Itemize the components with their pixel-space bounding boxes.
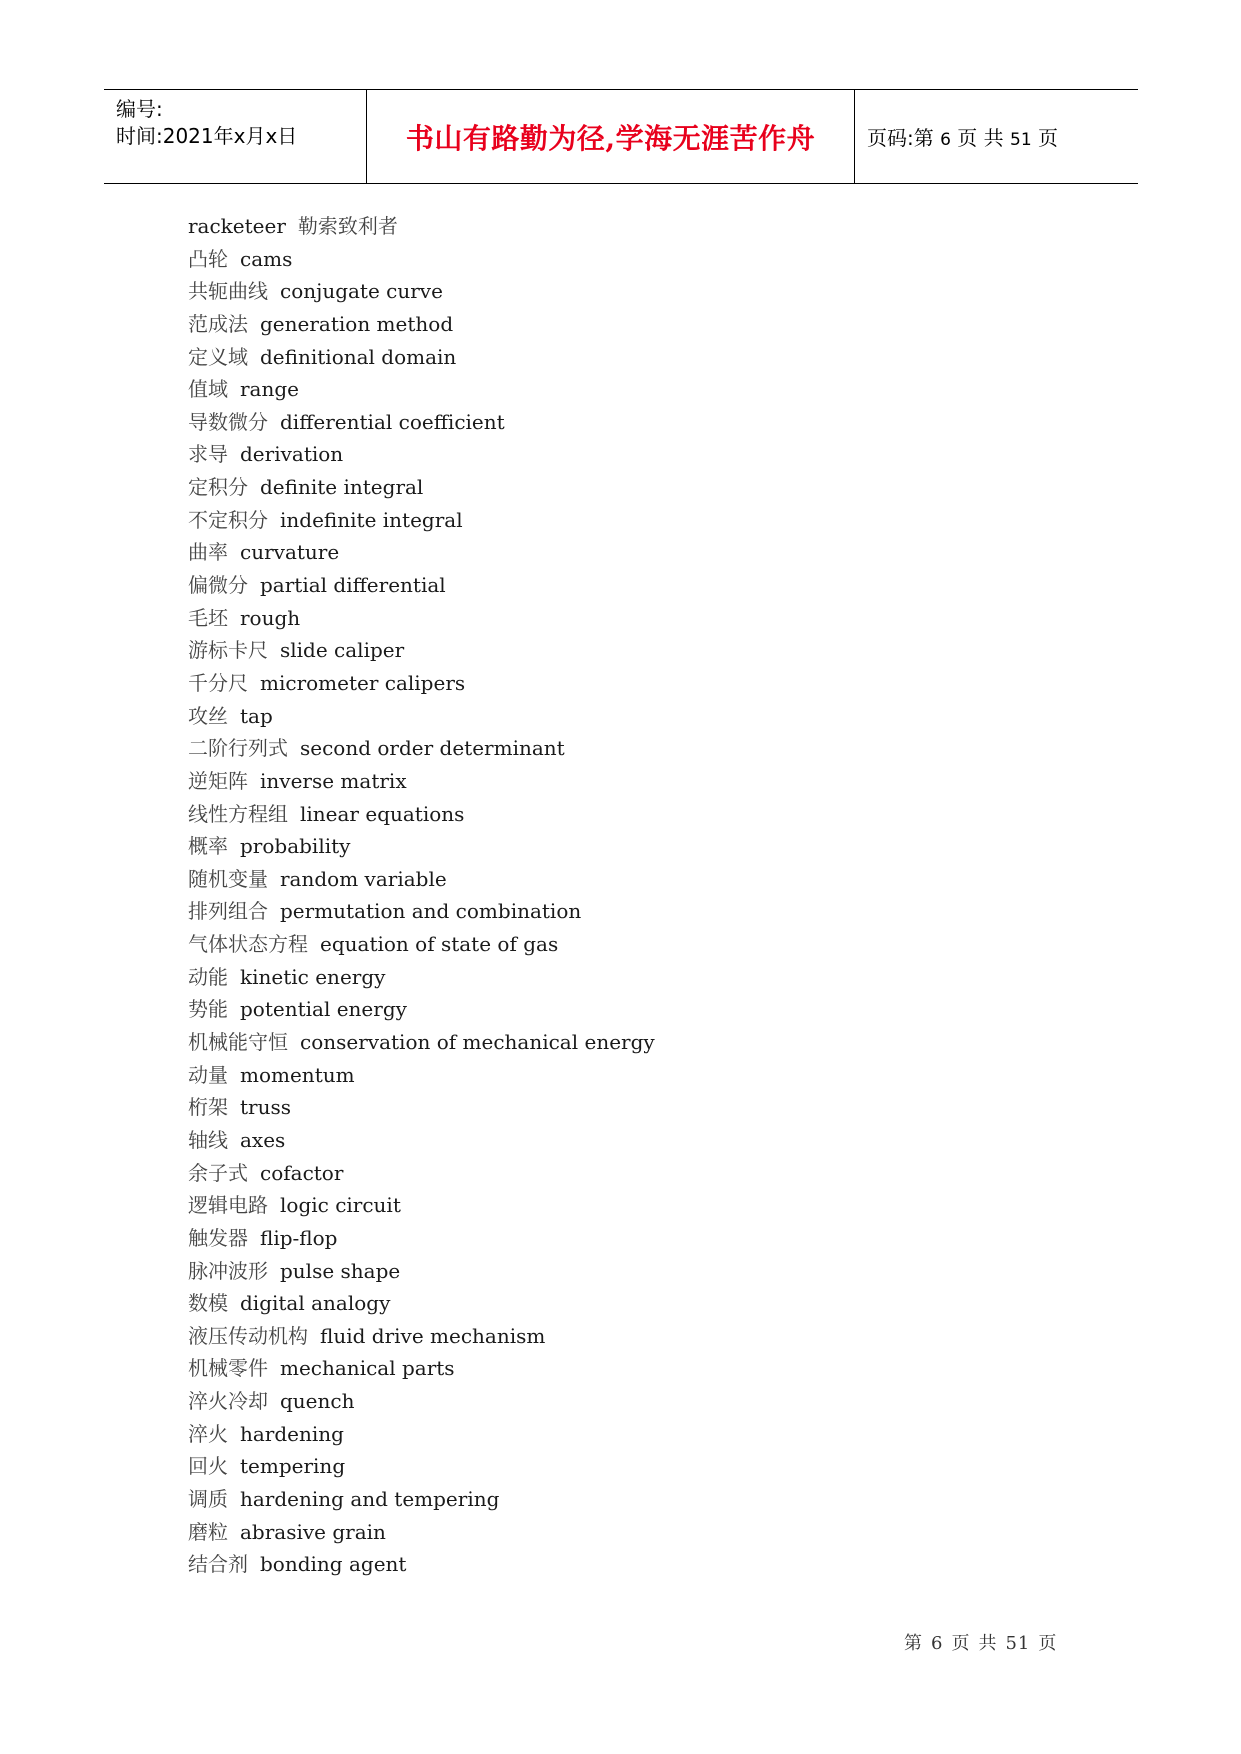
entry-chinese: 随机变量	[188, 866, 268, 891]
entry-chinese: 偏微分	[188, 573, 248, 598]
entry-chinese: 触发器	[188, 1225, 248, 1250]
glossary-list	[188, 210, 655, 1581]
entry-chinese: 机械能守恒	[188, 1030, 288, 1055]
glossary-entry	[188, 438, 655, 471]
glossary-entry	[188, 504, 655, 537]
entry-chinese: 动量	[188, 1062, 228, 1087]
glossary-entry	[188, 1157, 655, 1190]
entry-english: tempering	[240, 1454, 346, 1479]
glossary-entry	[188, 700, 655, 733]
document-number-label: 编号:	[116, 97, 163, 121]
page-prefix: 页码:第	[867, 126, 934, 150]
glossary-entry	[188, 634, 655, 667]
entry-english: potential energy	[240, 997, 407, 1022]
entry-english: cofactor	[260, 1160, 344, 1185]
entry-chinese: 脉冲波形	[188, 1258, 268, 1283]
entry-chinese: 攻丝	[188, 703, 228, 728]
glossary-entry	[188, 732, 655, 765]
glossary-entry	[188, 895, 655, 928]
entry-english: permutation and combination	[280, 899, 582, 924]
entry-chinese: 逆矩阵	[188, 768, 248, 793]
footer-total: 51	[1005, 1633, 1031, 1654]
entry-english: curvature	[240, 540, 340, 565]
entry-chinese: 数模	[188, 1291, 228, 1316]
document-header	[104, 89, 1138, 184]
entry-chinese: 曲率	[188, 540, 228, 565]
glossary-entry	[188, 1483, 655, 1516]
entry-chinese: 磨粒	[188, 1519, 228, 1544]
entry-english: racketeer	[188, 214, 286, 238]
glossary-entry	[188, 798, 655, 831]
entry-english: fluid drive mechanism	[320, 1323, 546, 1348]
entry-chinese: 不定积分	[188, 507, 268, 532]
glossary-entry	[188, 961, 655, 994]
entry-chinese: 值域	[188, 377, 228, 402]
entry-chinese: 气体状态方程	[188, 932, 308, 957]
entry-english: tap	[240, 703, 273, 728]
entry-chinese: 势能	[188, 997, 228, 1022]
page-current: 6	[940, 130, 951, 150]
entry-english: definitional domain	[260, 344, 457, 369]
entry-english: rough	[240, 605, 301, 630]
entry-english: micrometer calipers	[260, 670, 466, 695]
glossary-entry	[188, 863, 655, 896]
header-info-cell	[104, 90, 367, 183]
entry-chinese: 概率	[188, 834, 228, 859]
entry-chinese: 共轭曲线	[188, 279, 268, 304]
glossary-entry	[188, 471, 655, 504]
glossary-entry	[188, 928, 655, 961]
glossary-entry	[188, 830, 655, 863]
header-page-cell	[855, 90, 1138, 183]
entry-chinese: 结合剂	[188, 1552, 248, 1577]
entry-chinese: 导数微分	[188, 409, 268, 434]
entry-chinese: 定积分	[188, 475, 248, 500]
entry-chinese: 液压传动机构	[188, 1323, 308, 1348]
glossary-entry	[188, 765, 655, 798]
entry-english: probability	[240, 834, 351, 859]
entry-chinese: 排列组合	[188, 899, 268, 924]
entry-english: second order determinant	[300, 736, 565, 761]
entry-chinese: 淬火冷却	[188, 1389, 268, 1414]
entry-chinese: 定义域	[188, 344, 248, 369]
entry-english: random variable	[280, 866, 447, 891]
motto-text: 书山有路勤为径,学海无涯苦作舟	[405, 121, 816, 155]
entry-english: conjugate curve	[280, 279, 443, 304]
glossary-entry	[188, 1287, 655, 1320]
glossary-entry	[188, 210, 655, 243]
entry-english: logic circuit	[280, 1193, 401, 1218]
entry-english: differential coefficient	[280, 409, 505, 434]
page-suffix: 页	[1038, 126, 1059, 150]
entry-english: flip-flop	[260, 1225, 338, 1250]
page-mid: 页 共	[957, 126, 1004, 150]
entry-english: mechanical parts	[280, 1356, 455, 1381]
glossary-entry	[188, 1516, 655, 1549]
entry-chinese: 余子式	[188, 1160, 248, 1185]
glossary-entry	[188, 1124, 655, 1157]
entry-english: slide caliper	[280, 638, 405, 663]
glossary-entry	[188, 1450, 655, 1483]
entry-chinese: 勒索致利者	[297, 214, 398, 238]
entry-chinese: 二阶行列式	[188, 736, 288, 761]
glossary-entry	[188, 1026, 655, 1059]
entry-english: derivation	[240, 442, 344, 467]
entry-english: abrasive grain	[240, 1519, 386, 1544]
glossary-entry	[188, 1418, 655, 1451]
entry-english: hardening and tempering	[240, 1486, 500, 1511]
glossary-entry	[188, 406, 655, 439]
glossary-entry	[188, 1091, 655, 1124]
page-footer	[900, 1629, 1061, 1655]
footer-mid2: 共	[978, 1633, 998, 1654]
glossary-entry	[188, 1352, 655, 1385]
glossary-entry	[188, 1320, 655, 1353]
glossary-entry	[188, 536, 655, 569]
entry-english: linear equations	[300, 801, 465, 826]
entry-english: pulse shape	[280, 1258, 401, 1283]
entry-chinese: 千分尺	[188, 670, 248, 695]
glossary-entry	[188, 1059, 655, 1092]
entry-english: digital analogy	[240, 1291, 391, 1316]
header-motto-cell	[367, 90, 855, 183]
entry-chinese: 淬火	[188, 1421, 228, 1446]
glossary-entry	[188, 1385, 655, 1418]
glossary-entry	[188, 602, 655, 635]
entry-chinese: 调质	[188, 1486, 228, 1511]
entry-chinese: 范成法	[188, 311, 248, 336]
glossary-entry	[188, 373, 655, 406]
entry-chinese: 线性方程组	[188, 801, 288, 826]
entry-chinese: 回火	[188, 1454, 228, 1479]
glossary-entry	[188, 1255, 655, 1288]
document-time-label: 时间:2021年x月x日	[116, 124, 298, 148]
entry-chinese: 求导	[188, 442, 228, 467]
glossary-entry	[188, 1222, 655, 1255]
glossary-entry	[188, 1548, 655, 1581]
entry-english: kinetic energy	[240, 964, 386, 989]
entry-chinese: 轴线	[188, 1127, 228, 1152]
entry-english: generation method	[260, 311, 454, 336]
glossary-entry	[188, 308, 655, 341]
entry-chinese: 机械零件	[188, 1356, 268, 1381]
glossary-entry	[188, 243, 655, 276]
footer-prefix: 第	[904, 1633, 923, 1654]
entry-english: indefinite integral	[280, 507, 463, 532]
entry-chinese: 逻辑电路	[188, 1193, 268, 1218]
entry-chinese: 动能	[188, 964, 228, 989]
entry-english: range	[240, 377, 300, 402]
entry-english: conservation of mechanical energy	[300, 1030, 655, 1055]
entry-english: bonding agent	[260, 1552, 407, 1577]
entry-english: axes	[240, 1127, 286, 1152]
entry-chinese: 毛坯	[188, 605, 228, 630]
entry-chinese: 凸轮	[188, 246, 228, 271]
entry-english: quench	[280, 1389, 355, 1414]
entry-english: partial differential	[260, 573, 446, 598]
footer-suffix: 页	[1038, 1633, 1058, 1654]
entry-english: momentum	[240, 1062, 355, 1087]
glossary-entry	[188, 569, 655, 602]
entry-english: inverse matrix	[260, 768, 407, 793]
header-page-code	[867, 122, 1058, 151]
glossary-entry	[188, 1189, 655, 1222]
footer-mid1: 页	[951, 1633, 971, 1654]
entry-chinese: 游标卡尺	[188, 638, 268, 663]
entry-english: equation of state of gas	[320, 932, 559, 957]
entry-english: hardening	[240, 1421, 344, 1446]
entry-english: truss	[240, 1095, 292, 1120]
entry-english: definite integral	[260, 475, 424, 500]
glossary-entry	[188, 275, 655, 308]
footer-current: 6	[931, 1633, 944, 1654]
glossary-entry	[188, 993, 655, 1026]
entry-chinese: 桁架	[188, 1095, 228, 1120]
page-total: 51	[1010, 130, 1032, 150]
entry-english: cams	[240, 246, 293, 271]
glossary-entry	[188, 341, 655, 374]
glossary-entry	[188, 667, 655, 700]
